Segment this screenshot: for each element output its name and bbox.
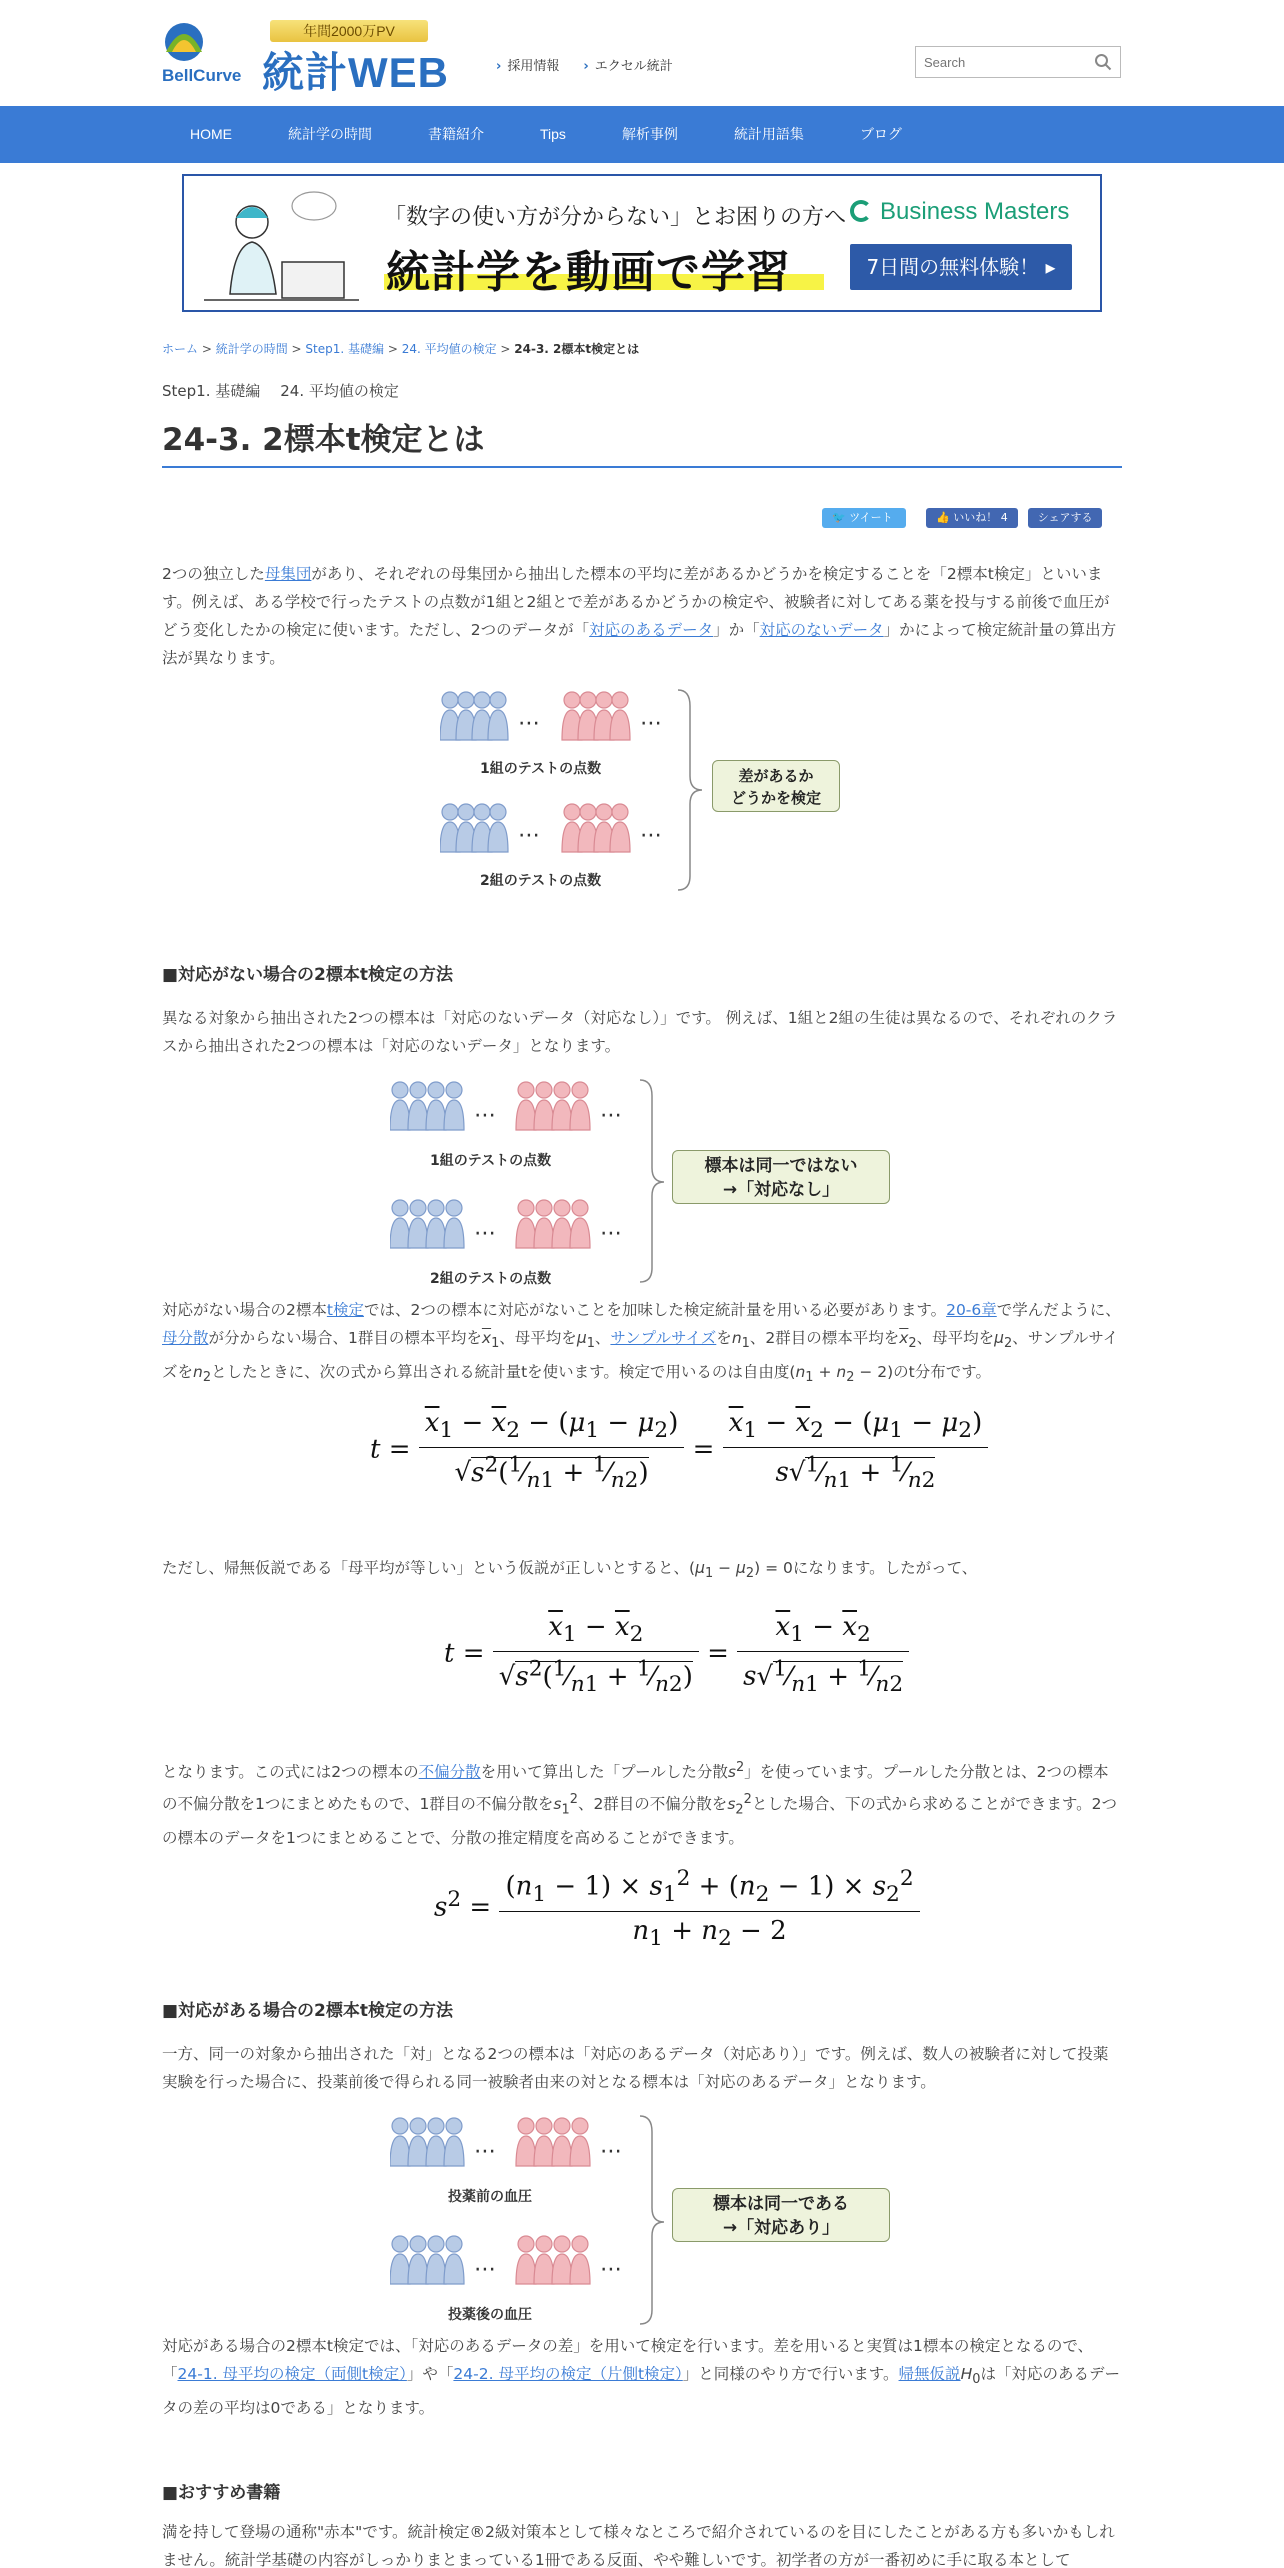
link-paired-data[interactable]: 対応のあるデータ <box>589 621 714 639</box>
ad-banner[interactable] <box>182 174 1102 312</box>
heading-paired: ■対応がある場合の2標本t検定の方法 <box>162 2001 454 2021</box>
section-chapter[interactable]: 24. 平均値の検定 <box>280 382 399 400</box>
search-box <box>915 46 1121 78</box>
link-sample-size[interactable]: サンプルサイズ <box>610 1329 717 1347</box>
breadcrumb-statistics-time[interactable]: 統計学の時間 <box>215 342 288 356</box>
breadcrumb-mean-test[interactable]: 24. 平均値の検定 <box>401 342 497 356</box>
breadcrumb-home[interactable]: ホーム <box>162 342 199 356</box>
pooled-variance-paragraph: となります。この式には2つの標本の不偏分散を用いて算出した「プールした分散$s^2$」を使っています。プールした分散とは、2つの標本の不偏分散を1つにまとめたもので、1群目の不偏分散を$s_1^2$、2群目の不偏分散を$s_2^2$とした場合、下の式から求めることができます。2つの標本のデータを1つにまとめることで、分散の推定精度を高めることができます。 <box>162 1760 1117 1848</box>
heading-books: ■おすすめ書籍 <box>162 2483 281 2503</box>
null-hypothesis-paragraph: ただし、帰無仮説である「母平均が等しい」という仮説が正しいとすると、$(\mu_1 - \mu_2) = 0$になります。したがって、 <box>162 1559 978 1582</box>
site-logo[interactable]: 統計WEB <box>262 49 449 96</box>
diagram-unpaired <box>390 1076 910 1286</box>
nav-tips[interactable]: Tips <box>540 126 566 142</box>
like-button[interactable]: 👍 いいね！ 4 <box>926 508 1018 528</box>
section-path <box>162 380 399 401</box>
site-header <box>0 0 1284 106</box>
diagram2-result-box: 標本は同一ではない →「対応なし」 <box>672 1150 890 1204</box>
link-population[interactable]: 母集団 <box>264 565 312 583</box>
nav-blog[interactable]: ブログ <box>859 126 902 142</box>
share-bar <box>822 508 1102 528</box>
search-icon[interactable] <box>1094 53 1112 71</box>
bellcurve-logo-icon[interactable] <box>162 22 206 62</box>
banner-headline: 統計学を動画で学習 <box>386 247 791 298</box>
diagram1-result-box: 差があるか どうかを検定 <box>712 760 840 812</box>
diagram1-label-class1: 1組のテストの点数 <box>480 761 602 777</box>
diagram3-label-before: 投薬前の血圧 <box>448 2189 532 2205</box>
svg-text:⋯: ⋯ <box>518 711 540 736</box>
top-nav <box>496 55 673 74</box>
paired-explanation: 対応がある場合の2標本t検定では、「対応のあるデータの差」を用いて検定を行います。差を用いると実質は1標本の検定となるので、「24-1. 母平均の検定（両側t検定）」や「24-2. 母平均の検定（片側t検定）」と同様のやり方で行います。帰無仮説$H_0$は「対応のあるデータの差の平均は0である」となります。 <box>162 2337 1120 2418</box>
svg-text:⋯: ⋯ <box>600 1103 622 1128</box>
svg-text:⋯: ⋯ <box>474 2139 496 2164</box>
link-unbiased-variance[interactable]: 不偏分散 <box>418 1763 481 1782</box>
share-button[interactable]: シェアする <box>1028 508 1103 528</box>
bellcurve-wordmark[interactable]: BellCurve <box>162 66 242 85</box>
breadcrumb-step1[interactable]: Step1. 基礎編 <box>305 342 384 356</box>
breadcrumb-current: 24-3. 2標本t検定とは <box>514 342 640 356</box>
svg-text:⋯: ⋯ <box>518 823 540 848</box>
nav-case-studies[interactable]: 解析事例 <box>621 126 678 142</box>
link-population-variance[interactable]: 母分散 <box>162 1329 209 1347</box>
diagram2-label-class2: 2組のテストの点数 <box>430 1271 552 1287</box>
diagram-two-sample <box>440 686 860 896</box>
topnav-recruit-link[interactable]: › 採用情報 <box>496 59 560 74</box>
svg-text:⋯: ⋯ <box>474 1221 496 1246</box>
heading-unpaired: ■対応がない場合の2標本t検定の方法 <box>162 965 454 985</box>
svg-text:⋯: ⋯ <box>640 823 662 848</box>
diagram1-label-class2: 2組のテストの点数 <box>480 873 602 889</box>
worried-person-illustration <box>194 184 364 304</box>
svg-text:⋯: ⋯ <box>474 1103 496 1128</box>
topnav-excel-stats-link[interactable]: › エクセル統計 <box>583 59 673 74</box>
title-underline <box>162 466 1122 468</box>
tweet-button[interactable]: 🐦 ツイート <box>822 508 906 528</box>
business-masters-logo: Business Masters <box>850 198 1069 226</box>
banner-caption: 「数字の使い方が分からない」とお困りの方へ <box>384 205 847 230</box>
link-t-test[interactable]: t検定 <box>326 1301 364 1319</box>
page-title: 24-3. 2標本t検定とは <box>162 422 485 458</box>
diagram2-label-class1: 1組のテストの点数 <box>430 1153 552 1169</box>
svg-text:⋯: ⋯ <box>640 711 662 736</box>
unpaired-intro: 異なる対象から抽出された2つの標本は「対応のないデータ（対応なし）」です。 例えば、1組と2組の生徒は異なるので、それぞれのクラスから抽出された2つの標本は「対応のないデータ」となります。 <box>162 1009 1118 1055</box>
formula-t-statistic-full: t = $\frac{\overline{x}_1 - \overline{x}_2 - (\mu_1 - \mu_2)}{√s^2(^1⁄_{n1} + ^1⁄_{n2})}$ = $\frac{\overline{x}_1 - \overline{x}_2 - (\mu_1 - \mu_2)}{s√^1⁄_{n1} + ^1⁄_{n2}}$ <box>370 1408 988 1493</box>
diagram3-result-box: 標本は同一である →「対応あり」 <box>672 2188 890 2242</box>
formula-pooled-variance: $s^2$ = $\frac{(n_1 - 1) \times s_1^2 + (n_2 - 1) \times s_2^2}{n_1 + n_2 - 2}$ <box>434 1866 920 1951</box>
diagram-paired <box>390 2112 910 2330</box>
search-input[interactable] <box>916 47 1086 77</box>
intro-paragraph: 2つの独立した母集団があり、それぞれの母集団から抽出した標本の平均に差があるかどうかを検定することを「2標本t検定」といいます。例えば、ある学校で行ったテストの点数が1組と2組とで差があるかどうかの検定や、被験者に対してある薬を投与する前後で血圧がどう変化したかの検定に使います。ただし、2つのデータが「対応のあるデータ」か「対応のないデータ」かによって検定統計量の算出方法が異なります。 <box>162 565 1117 667</box>
breadcrumb: ホーム > 統計学の時間 > Step1. 基礎編 > 24. 平均値の検定 > 24-3. 2標本t検定とは <box>162 342 640 356</box>
link-two-sided-t-test[interactable]: 24-1. 母平均の検定（両側t検定） <box>177 2365 407 2383</box>
free-trial-button[interactable]: 7日間の無料体験！ ▸ <box>850 244 1072 290</box>
main-nav <box>0 106 1284 163</box>
svg-text:⋯: ⋯ <box>600 2257 622 2282</box>
diagram3-label-after: 投薬後の血圧 <box>448 2307 532 2323</box>
link-null-hypothesis[interactable]: 帰無仮説 <box>898 2365 961 2383</box>
nav-books[interactable]: 書籍紹介 <box>428 126 484 142</box>
section-step[interactable]: Step1. 基礎編 <box>162 382 261 400</box>
unpaired-explanation: 対応がない場合の2標本t検定では、2つの標本に対応がないことを加味した検定統計量を用いる必要があります。20-6章で学んだように、母分散が分からない場合、1群目の標本平均を$\overline{x}_1$、母平均を$\mu_1$、サンプルサイズを$n_1$、2群目の標本平均を$\overline{x}_2$、母平均を$\mu_2$、サンプルサイズを$n_2$としたときに、次の式から算出される統計量tを使います。検定で用いるのは自由度$(n_1 + n_2 - 2)$のt分布です。 <box>162 1301 1121 1386</box>
nav-home[interactable]: HOME <box>190 126 232 142</box>
business-masters-mark-icon <box>850 200 872 222</box>
link-chapter-20-6[interactable]: 20-6章 <box>946 1301 997 1319</box>
paired-intro: 一方、同一の対象から抽出された「対」となる2つの標本は「対応のあるデータ（対応あり）」です。例えば、数人の被験者に対して投薬実験を行った場合に、投薬前後で得られる同一被験者由来の対となる標本は「対応のあるデータ」となります。 <box>162 2045 1109 2091</box>
svg-text:⋯: ⋯ <box>600 2139 622 2164</box>
chevron-right-icon: › <box>496 59 502 74</box>
chevron-right-icon: › <box>583 59 589 74</box>
formula-t-statistic-simplified: t = $\frac{\overline{x}_1 - \overline{x}_2}{√s^2(^1⁄_{n1} + ^1⁄_{n2})}$ = $\frac{\overline{x}_1 - \overline{x}_2}{s√^1⁄_{n1} + ^1⁄_{n2}}$ <box>444 1612 909 1697</box>
books-paragraph: 満を持して登場の通称"赤本"です。統計検定®2級対策本として様々なところで紹介されているのを目にしたことがある方も多いかもしれません。統計学基礎の内容がしっかりまとまっている1冊である反面、やや難しいです。初学者の方が一番初めに手に取る本として <box>162 2523 1115 2568</box>
pv-badge: 年間2000万PV <box>270 20 428 42</box>
svg-text:⋯: ⋯ <box>600 1221 622 1246</box>
link-unpaired-data[interactable]: 対応のないデータ <box>759 621 884 639</box>
nav-glossary[interactable]: 統計用語集 <box>733 126 804 142</box>
nav-statistics-time[interactable]: 統計学の時間 <box>288 126 372 142</box>
link-one-sided-t-test[interactable]: 24-2. 母平均の検定（片側t検定） <box>453 2365 683 2383</box>
svg-text:⋯: ⋯ <box>474 2257 496 2282</box>
